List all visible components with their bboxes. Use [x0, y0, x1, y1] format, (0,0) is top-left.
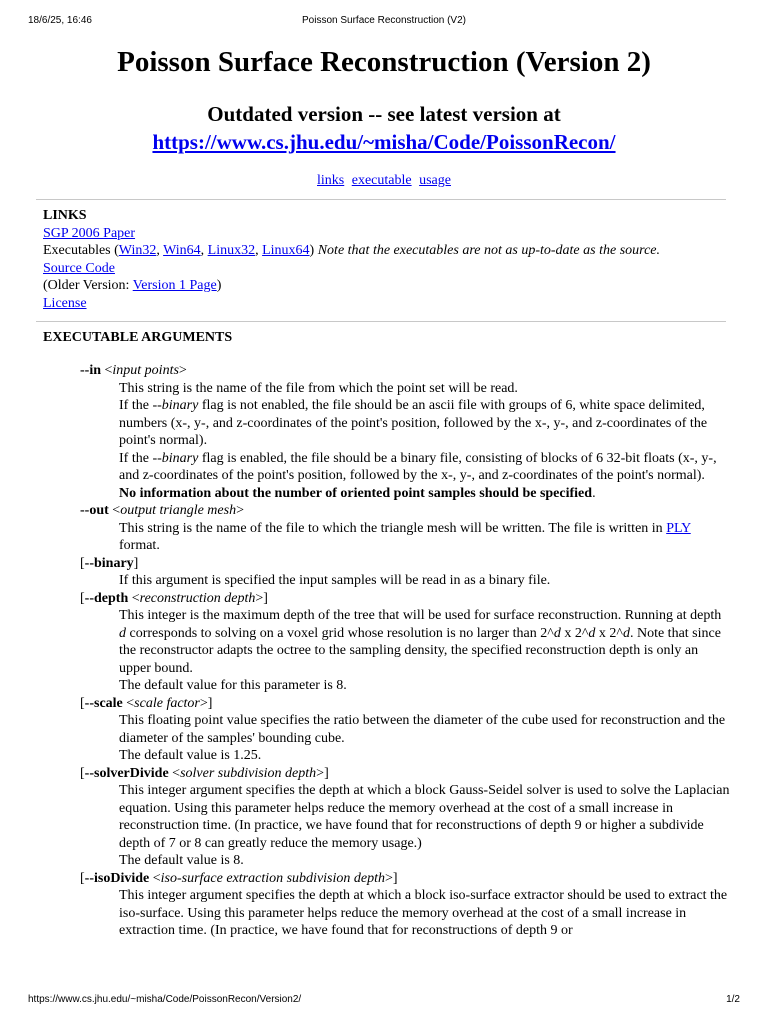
- desc-line: [119, 397, 730, 450]
- arg-binary-desc: [80, 572, 730, 590]
- separator: ,: [255, 243, 263, 258]
- arg-param: iso-surface extraction subdivision depth: [160, 870, 385, 886]
- desc-line: This integer argument specifies the depth at which a block iso-surface extractor should be used to extract the iso-surface. Using this parameter helps reduce the memory overhead at the cost of a small increase in extraction time. (In practice, we have found that for reconstructions of depth 9 or: [119, 888, 728, 938]
- print-title: Poisson Surface Reconstruction (V2): [302, 15, 466, 26]
- arg-scale-desc: [80, 712, 730, 765]
- win64-link[interactable]: Win64: [163, 243, 201, 258]
- arg-in-desc: [80, 380, 730, 503]
- text: This integer is the maximum depth of the tree that will be used for surface reconstruction. Running at depth: [119, 608, 722, 623]
- flag-ref: --binary: [152, 450, 199, 466]
- var: d: [553, 625, 561, 641]
- win32-link[interactable]: Win32: [118, 243, 157, 258]
- older-version-label: (Older Version:: [43, 278, 133, 293]
- arg-iso-term: [--isoDivide <iso-surface extraction subdivision depth>]: [80, 870, 398, 886]
- arg-name: --out: [80, 503, 109, 518]
- arg-param: solver subdivision depth: [180, 765, 317, 781]
- desc-line: The default value is 8.: [119, 853, 244, 868]
- text: This string is the name of the file to which the triangle mesh will be written. The file is written in: [119, 520, 667, 536]
- page-number: 1/2: [726, 994, 740, 1005]
- separator: ,: [200, 243, 208, 258]
- ply-link[interactable]: PLY: [666, 520, 691, 536]
- arg-solver-term: [--solverDivide <solver subdivision depth>]: [80, 765, 329, 781]
- arg-solver-desc: [80, 782, 730, 870]
- text: flag is enabled, the file should be a binary file, consisting of blocks of 6 32-bit floats (x-, y-, and z-coordinates of the point's position, followed by the x-, y-, and z-coordinates of the point's normal).: [119, 450, 717, 483]
- paper-link[interactable]: SGP 2006 Paper: [43, 225, 136, 241]
- print-url: https://www.cs.jhu.edu/~misha/Code/PoissonRecon/Version2/: [28, 994, 302, 1005]
- arg-depth-term: [--depth <reconstruction depth>]: [80, 590, 268, 606]
- desc-line: [119, 450, 730, 485]
- text: No information about the number of oriented point samples should be specified: [119, 485, 593, 501]
- var: d: [588, 625, 596, 641]
- outdated-notice: [0, 100, 768, 156]
- arg-param: reconstruction depth: [139, 590, 256, 606]
- text: corresponds to solving on a voxel grid whose resolution is no larger than 2^: [126, 625, 554, 641]
- print-date: 18/6/25, 16:46: [28, 15, 92, 26]
- desc-line: [119, 520, 730, 555]
- arg-depth-desc: [80, 607, 730, 695]
- outdated-text: Outdated version -- see latest version at: [207, 102, 561, 126]
- arg-out-desc: [80, 520, 730, 555]
- license-link[interactable]: License: [43, 295, 87, 311]
- linux32-link[interactable]: Linux32: [207, 243, 256, 258]
- arg-in-term: --in <input points>: [80, 363, 187, 378]
- links-section: [43, 207, 733, 312]
- nav-links-link[interactable]: links: [317, 173, 345, 188]
- arg-binary-term: [--binary]: [80, 555, 139, 571]
- arg-param: scale factor: [134, 695, 200, 711]
- latest-version-link[interactable]: https://www.cs.jhu.edu/~misha/Code/PoissonRecon/: [152, 130, 616, 154]
- linux64-link[interactable]: Linux64: [262, 243, 310, 258]
- var: d: [119, 625, 126, 641]
- executables-note: Note that the executables are not as up-to-date as the source.: [317, 243, 660, 258]
- arguments-list: [80, 362, 730, 940]
- arg-param: output triangle mesh: [120, 503, 237, 518]
- separator: ,: [156, 243, 164, 258]
- arg-scale-term: [--scale <scale factor>]: [80, 695, 213, 711]
- older-version-close: ): [216, 278, 222, 293]
- arg-name: --scale: [84, 695, 123, 711]
- print-header: [28, 15, 740, 29]
- flag-ref: --binary: [152, 398, 199, 413]
- divider-top: [36, 199, 726, 200]
- arg-iso-desc: [80, 887, 730, 940]
- text: x 2^: [595, 625, 623, 641]
- arg-out-term: --out <output triangle mesh>: [80, 503, 244, 518]
- desc-line: If this argument is specified the input samples will be read in as a binary file.: [119, 573, 551, 588]
- version1-link[interactable]: Version 1 Page: [132, 278, 217, 293]
- executables-line: [43, 242, 733, 260]
- source-code-link[interactable]: Source Code: [43, 260, 115, 276]
- desc-line: This floating point value specifies the ratio between the diameter of the cube used for reconstruction and the diameter of the samples' bounding cube.: [119, 713, 726, 746]
- text: .: [592, 485, 596, 501]
- nav-executable-link[interactable]: executable: [351, 173, 412, 188]
- text: . Note that since the reconstructor adapts the octree to the sampling density, the specified reconstruction depth is only an upper bound.: [119, 625, 721, 676]
- desc-line: This integer argument specifies the depth at which a block Gauss-Seidel solver is used to solve the Laplacian equation. Using this parameter helps reduce the memory overhead at the cost of a small increase in reconstruction time. (In practice, we have found that for reconstructions of depth 9 or higher a subdivide depth of 7 or 8 can greatly reduce the memory usage.): [119, 783, 730, 851]
- arg-name: --solverDivide: [84, 765, 169, 781]
- arg-name: --isoDivide: [84, 870, 150, 886]
- executable-arguments-heading: EXECUTABLE ARGUMENTS: [43, 330, 233, 345]
- var: d: [622, 625, 630, 641]
- desc-line: [119, 485, 730, 503]
- arg-param: input points: [112, 363, 179, 378]
- desc-line: This string is the name of the file from which the point set will be read.: [119, 380, 518, 396]
- page-title: Poisson Surface Reconstruction (Version 2): [117, 46, 651, 78]
- executables-label: Executables (: [43, 243, 119, 258]
- links-heading: LINKS: [43, 208, 87, 223]
- print-footer: [28, 994, 740, 1008]
- desc-line: [119, 607, 730, 677]
- divider-middle: [36, 321, 726, 322]
- page-nav: [0, 172, 768, 190]
- text: format.: [119, 538, 160, 553]
- arg-name: --binary: [84, 555, 134, 571]
- older-version-line: [43, 277, 733, 295]
- desc-line: The default value is 1.25.: [119, 748, 262, 763]
- arg-name: --depth: [84, 590, 129, 606]
- desc-line: The default value for this parameter is 8.: [119, 678, 347, 693]
- text: If the: [119, 398, 153, 413]
- text: flag is not enabled, the file should be an ascii file with groups of 6, white space delimited, numbers (x-, y-, and z-coordinates of the point's position, followed by the x-, y-, and z-coordinates of the point's normal).: [119, 398, 708, 448]
- executables-close: ): [309, 243, 318, 258]
- nav-usage-link[interactable]: usage: [419, 173, 451, 188]
- arg-name: --in: [80, 363, 101, 378]
- text: x 2^: [560, 625, 589, 641]
- text: If the: [119, 450, 153, 466]
